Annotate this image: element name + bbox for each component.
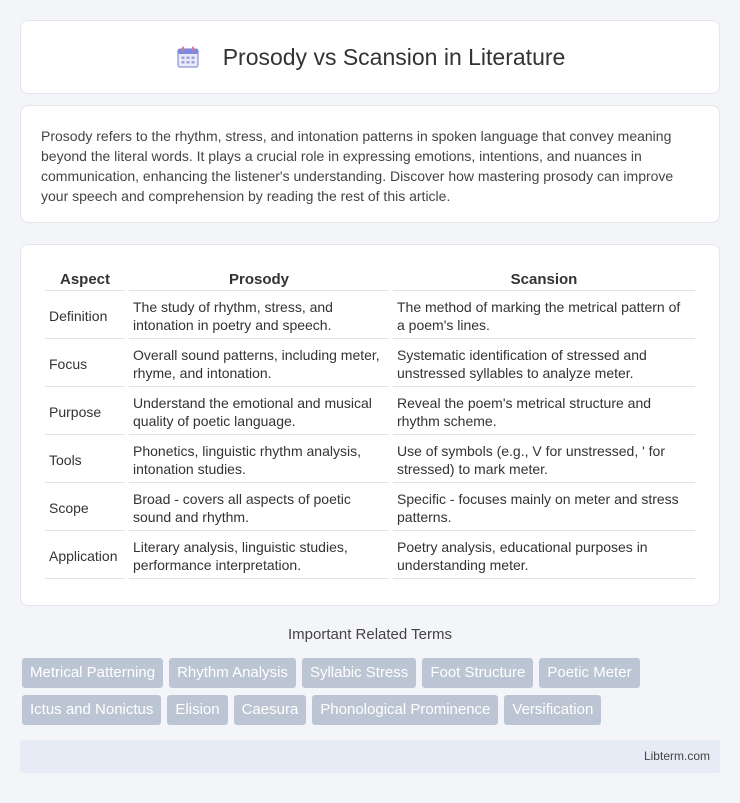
table-header-row (45, 267, 695, 291)
scansion-cell: Specific - focuses mainly on meter and stress patterns. (393, 485, 695, 531)
prosody-cell: The study of rhythm, stress, and intonation in poetry and speech. (129, 293, 389, 339)
table-row (45, 485, 695, 531)
table-row (45, 341, 695, 387)
related-term-tag[interactable]: Foot Structure (422, 658, 533, 688)
intro-card (20, 105, 720, 223)
related-term-tag[interactable]: Poetic Meter (539, 658, 639, 688)
table-row (45, 437, 695, 483)
scansion-cell: The method of marking the metrical pattern of a poem's lines. (393, 293, 695, 339)
comparison-table-card (20, 244, 720, 606)
related-term-tag[interactable]: Elision (167, 695, 227, 725)
prosody-cell: Understand the emotional and musical quality of poetic language. (129, 389, 389, 435)
related-term-tag[interactable]: Rhythm Analysis (169, 658, 296, 688)
related-term-tag[interactable]: Metrical Patterning (22, 658, 163, 688)
table-row (45, 389, 695, 435)
aspect-cell: Focus (45, 341, 125, 387)
page-title: Prosody vs Scansion in Literature (222, 43, 566, 70)
prosody-cell: Literary analysis, linguistic studies, performance interpretation. (129, 533, 389, 579)
related-term-tag[interactable]: Syllabic Stress (302, 658, 416, 688)
scansion-cell: Use of symbols (e.g., V for unstressed, ' for stressed) to mark meter. (393, 437, 695, 483)
aspect-cell: Scope (45, 485, 125, 531)
aspect-cell: Tools (45, 437, 125, 483)
title-wrap (175, 44, 566, 71)
header-prosody: Prosody (129, 267, 389, 291)
header-aspect: Aspect (45, 267, 125, 291)
prosody-cell: Overall sound patterns, including meter, rhyme, and intonation. (129, 341, 389, 387)
header-card (20, 20, 720, 94)
calendar-icon (175, 44, 201, 70)
scansion-cell: Poetry analysis, educational purposes in understanding meter. (393, 533, 695, 579)
prosody-cell: Phonetics, linguistic rhythm analysis, intonation studies. (129, 437, 389, 483)
related-term-tag[interactable]: Versification (504, 695, 601, 725)
header-scansion: Scansion (393, 267, 695, 291)
aspect-cell: Definition (45, 293, 125, 339)
footer-site-link[interactable]: Libterm.com (643, 749, 710, 763)
comparison-table (41, 265, 699, 581)
intro-paragraph: Prosody refers to the rhythm, stress, and intonation patterns in spoken language that convey meaning beyond the literal words. It plays a crucial role in expressing emotions, intentions, and nuances in communication, enhancing the listener's understanding. Discover how mastering prosody can improve your speech and comprehension by reading the rest of this article. (41, 128, 674, 204)
prosody-cell: Broad - covers all aspects of poetic sound and rhythm. (129, 485, 389, 531)
related-terms-title: Important Related Terms (288, 626, 452, 643)
table-row (45, 533, 695, 579)
footer (20, 740, 720, 773)
related-term-tag[interactable]: Ictus and Nonictus (22, 695, 161, 725)
table-row (45, 293, 695, 339)
related-terms-list (22, 658, 722, 725)
aspect-cell: Application (45, 533, 125, 579)
scansion-cell: Reveal the poem's metrical structure and rhythm scheme. (393, 389, 695, 435)
related-term-tag[interactable]: Caesura (234, 695, 307, 725)
aspect-cell: Purpose (45, 389, 125, 435)
scansion-cell: Systematic identification of stressed and unstressed syllables to analyze meter. (393, 341, 695, 387)
related-term-tag[interactable]: Phonological Prominence (312, 695, 498, 725)
